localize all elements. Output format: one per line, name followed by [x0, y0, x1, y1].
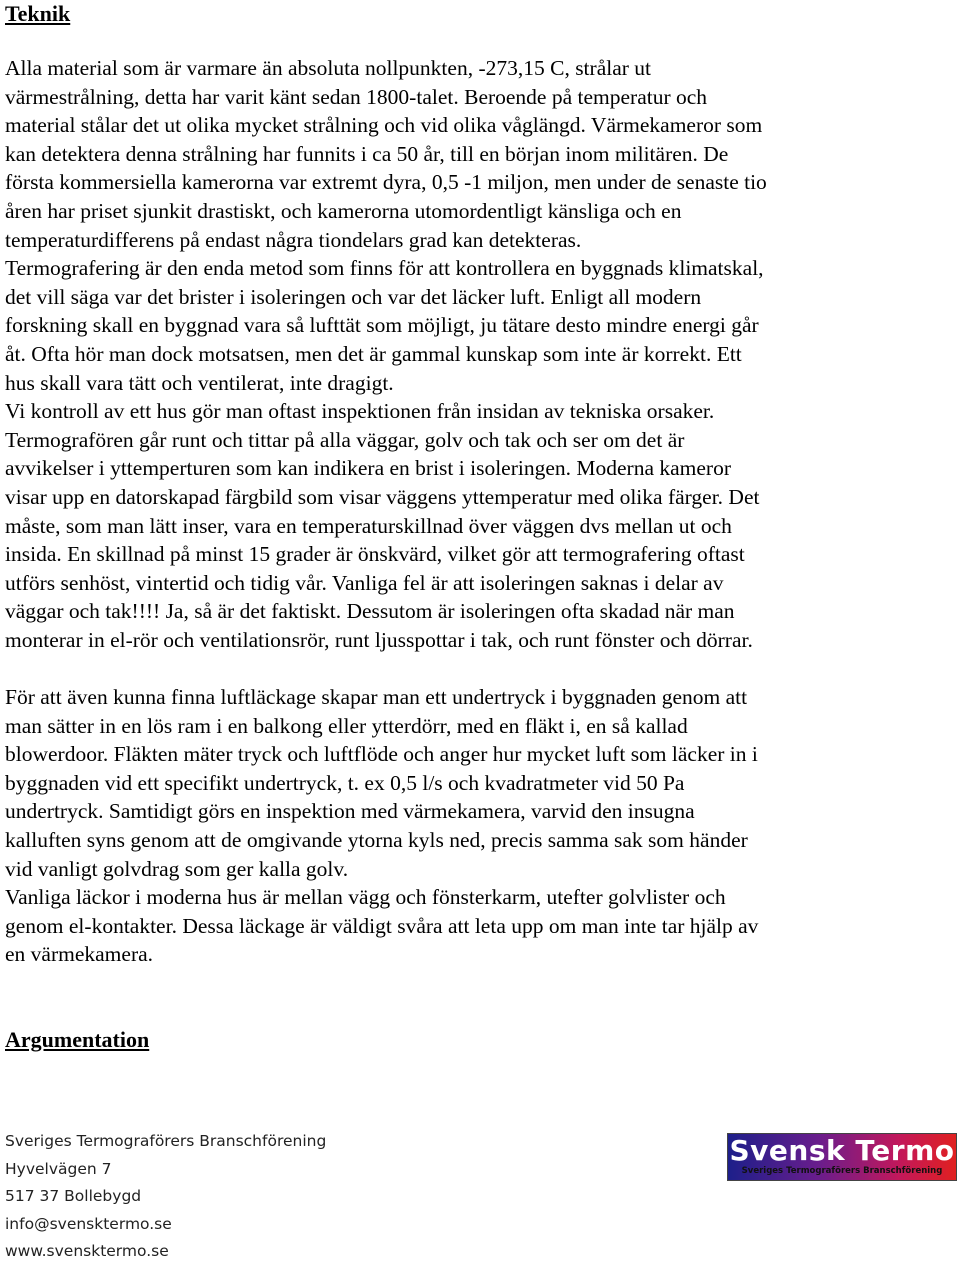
- section-luftlackage-text: [5, 683, 905, 969]
- text-line: Termografering är den enda metod som finns för att kontrollera en byggnads klimatskal,: [5, 256, 764, 281]
- text-line: Vi kontroll av ett hus gör man oftast inspektionen från insidan av tekniska orsaker.: [5, 399, 715, 424]
- text-line: byggnaden vid ett specifikt undertryck, t. ex 0,5 l/s och kvadratmeter vid 50 Pa: [5, 770, 685, 795]
- text-line: blowerdoor. Fläkten mäter tryck och luftflöde och anger hur mycket luft som läcker in i: [5, 742, 758, 767]
- text-line: material stålar det ut olika mycket strålning och vid olika våglängd. Värmekameror som: [5, 113, 763, 138]
- svensk-termo-logo: [727, 1133, 957, 1181]
- text-line: kalluften syns genom att de omgivande ytorna kyls ned, precis samma sak som händer: [5, 827, 748, 852]
- logo-subtitle: Sveriges Termograförers Branschförening: [741, 1166, 943, 1176]
- text-line: åt. Ofta hör man dock motsatsen, men det är gammal kunskap som inte är korrekt. Ett: [5, 341, 742, 366]
- text-line: vid vanligt golvdrag som ger kalla golv.: [5, 856, 349, 881]
- text-line: undertryck. Samtidigt görs en inspektion med värmekamera, varvid den insugna: [5, 799, 695, 824]
- text-line: insida. En skillnad på minst 15 grader är önskvärd, vilket gör att termografering oftast: [5, 542, 745, 567]
- text-line: forskning skall en byggnad vara så lufttät som möjligt, ju tätare desto mindre energi går: [5, 313, 759, 338]
- footer-org-name: Sveriges Termograförers Branschförening: [5, 1132, 327, 1150]
- text-line: man sätter in en lös ram i en balkong eller ytterdörr, med en fläkt i, en så kallad: [5, 713, 688, 738]
- footer-postal: 517 37 Bollebygd: [5, 1187, 142, 1205]
- logo-title: Svensk Termo: [729, 1134, 955, 1167]
- text-line: Termografören går runt och tittar på alla väggar, golv och tak och ser om det är: [5, 427, 685, 452]
- text-line: det vill säga var det brister i isoleringen och var det läcker luft. Enligt all modern: [5, 284, 702, 309]
- text-line: Vanliga läckor i moderna hus är mellan vägg och fönsterkarm, utefter golvlister och: [5, 885, 726, 910]
- text-line: genom el-kontakter. Dessa läckage är väldigt svåra att leta upp om man inte tar hjälp av: [5, 913, 759, 938]
- text-line: monterar in el-rör och ventilationsrör, runt ljusspottar i tak, och runt fönster och dörrar.: [5, 627, 753, 652]
- footer-street: Hyvelvägen 7: [5, 1159, 112, 1178]
- text-line: utförs senhöst, vintertid och tidig vår. Vanliga fel är att isoleringen saknas i delar av: [5, 570, 724, 595]
- text-line: För att även kunna finna luftläckage skapar man ett undertryck i byggnaden genom att: [5, 685, 748, 709]
- text-line: avvikelser i yttemperturen som kan indikera en brist i isoleringen. Moderna kameror: [5, 456, 732, 481]
- heading-argumentation: Argumentation: [5, 1027, 150, 1052]
- text-line: måste, som man lätt inser, vara en temperaturskillnad över väggen dvs mellan ut och: [5, 513, 732, 538]
- text-line: väggar och tak!!!! Ja, så är det faktiskt. Dessutom är isoleringen ofta skadad när man: [5, 599, 735, 624]
- text-line: åren har priset sjunkit drastiskt, och kamerorna utomordentligt känsliga och en: [5, 198, 682, 223]
- text-line: visar upp en datorskapad färgbild som visar väggens yttemperatur med olika färger. Det: [5, 484, 760, 509]
- footer-web-link[interactable]: www.svensktermo.se: [5, 1242, 169, 1260]
- text-line: första kommersiella kamerorna var extremt dyra, 0,5 -1 miljon, men under de senaste tio: [5, 170, 767, 195]
- text-line: hus skall vara tätt och ventilerat, inte dragigt.: [5, 370, 394, 395]
- text-line: värmestrålning, detta har varit känt sedan 1800-talet. Beroende på temperatur och: [5, 84, 708, 109]
- footer-email-link[interactable]: info@svensktermo.se: [5, 1214, 172, 1233]
- text-line: Alla material som är varmare än absoluta nollpunkten, -273,15 C, strålar ut: [5, 56, 652, 80]
- text-line: temperaturdifferens på endast några tiondelars grad kan detekteras.: [5, 227, 582, 252]
- text-line: en värmekamera.: [5, 942, 154, 967]
- text-line: kan detektera denna strålning har funnits i ca 50 år, till en början inom militären. De: [5, 141, 729, 166]
- heading-teknik: Teknik: [5, 1, 71, 26]
- footer-contact: [5, 1128, 326, 1266]
- section-teknik-text: [5, 54, 905, 654]
